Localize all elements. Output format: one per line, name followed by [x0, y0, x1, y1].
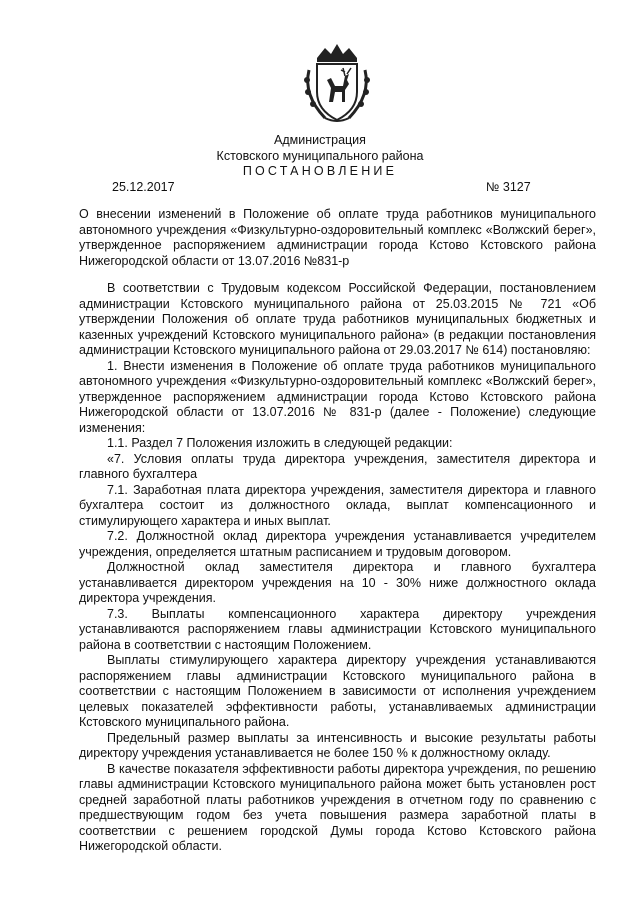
paragraph: В соответствии с Трудовым кодексом Российской Федерации, постановлением администрации Кстовского муниципального района от 25.03.2015 № 721 «Об утверждении Положения об оплате труда работников муниципальных бюджетных и казенных учреждений Кстовского муниципального района» (в редакции постановления администрации Кстовского муниципального района от 29.03.2017 № 614) постановляю: [79, 281, 596, 357]
paragraph: 7.2. Должностной оклад директора учреждения устанавливается учредителем учреждения, определяется штатным расписанием и трудовым договором. [79, 529, 596, 559]
document-number: № 3127 [486, 180, 531, 194]
document-date: 25.12.2017 [112, 180, 175, 194]
document-type: ПОСТАНОВЛЕНИЕ [242, 164, 398, 178]
subject-text: О внесении изменений в Положение об оплате труда работников муниципального автономного учреждения «Физкультурно-оздоровительный комплекс «Волжский берег», утвержденное распоряжением администрации города Кстово Кстовского района Нижегородской области от 13.07.2016 №831-р [79, 207, 596, 268]
paragraph: 7.1. Заработная плата директора учреждения, заместителя директора и главного бухгалтера состоит из должностного оклада, выплат компенсационного и стимулирующего характера и иных выплат. [79, 482, 596, 528]
org-subtitle: Кстовского муниципального района [216, 149, 424, 163]
coat-of-arms-emblem [295, 40, 379, 124]
document-subject [79, 207, 596, 269]
paragraph: В качестве показателя эффективности работы директора учреждения, по решению главы администрации Кстовского муниципального района может быть установлен рост средней заработной платы работников учреждения в отчетном году по сравнению с предшествующим годом без учета повышения размера заработной платы в соответствии с решением городской Думы города Кстово Кстовского района Нижегородской области. [79, 761, 596, 853]
paragraph: 7.3. Выплаты компенсационного характера директору учреждения устанавливаются распоряжением главы администрации Кстовского муниципального района в соответствии с настоящим Положением. [79, 606, 596, 652]
paragraph: Выплаты стимулирующего характера директору учреждения устанавливаются распоряжением главы администрации Кстовского муниципального района в соответствии с настоящим Положением в зависимости от исполнения учреждением целевых показателей эффективности работы, устанавливаемых администрации Кстовского муниципального района. [79, 653, 596, 729]
org-title: Администрация [274, 133, 366, 147]
paragraph: 1. Внести изменения в Положение об оплате труда работников муниципального автономного учреждения «Физкультурно-оздоровительный комплекс «Волжский берег», утвержденное распоряжением администрации города Кстово Кстовского района Нижегородской области от 13.07.2016 № 831-р (далее - Положение) следующие изменения: [79, 358, 596, 435]
paragraph: Должностной оклад заместителя директора и главного бухгалтера устанавливается директором учреждения на 10 - 30% ниже должностного оклада директора учреждения. [79, 560, 596, 605]
document-body [79, 281, 596, 855]
paragraph: 1.1. Раздел 7 Положения изложить в следующей редакции: [107, 436, 453, 450]
paragraph: «7. Условия оплаты труда директора учреждения, заместителя директора и главного бухгалтера [79, 451, 596, 481]
paragraph: Предельный размер выплаты за интенсивность и высокие результаты работы директору учреждения устанавливается не более 150 % к должностному окладу. [79, 730, 596, 760]
